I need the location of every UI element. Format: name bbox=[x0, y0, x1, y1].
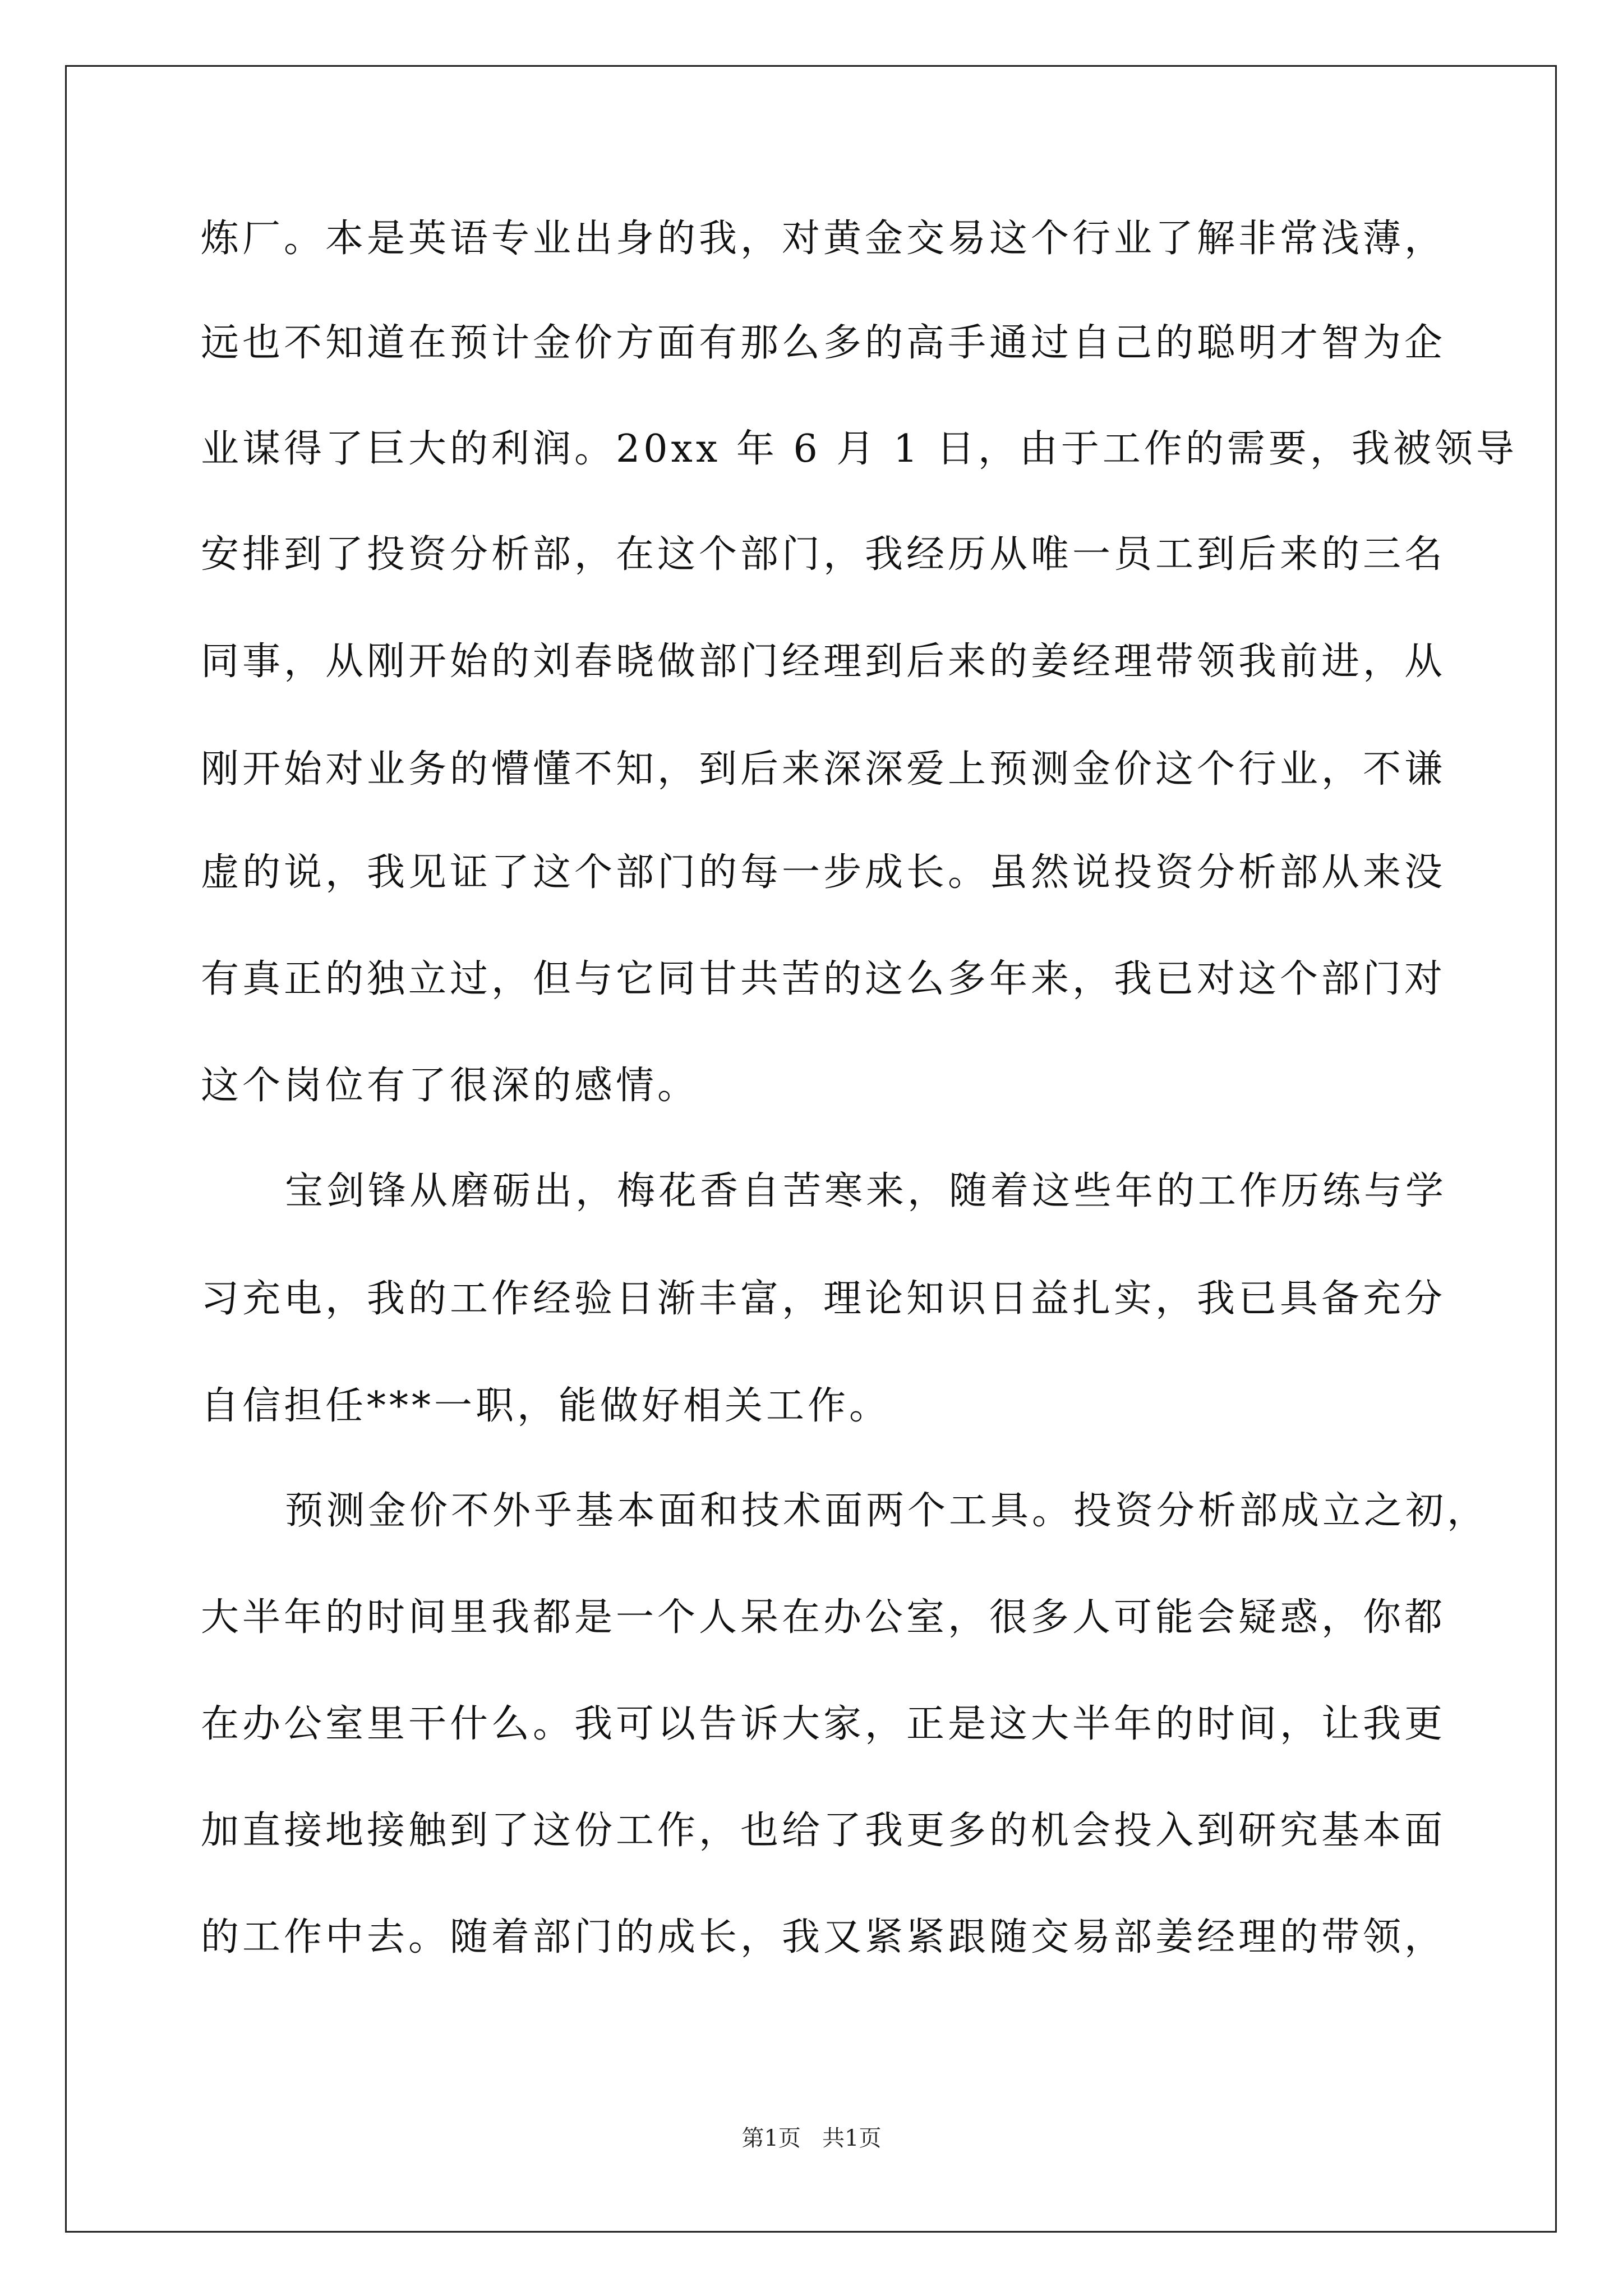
text-line: 有真正的独立过，但与它同甘共苦的这么多年来，我已对这个部门对 bbox=[201, 957, 1446, 1001]
text-line: 加直接地接触到了这份工作，也给了我更多的机会投入到研究基本面 bbox=[201, 1809, 1446, 1853]
text-line-indented: 宝剑锋从磨砺出，梅花香自苦寒来，随着这些年的工作历练与学 bbox=[285, 1169, 1447, 1213]
text-line: 大半年的时间里我都是一个人呆在办公室，很多人可能会疑惑，你都 bbox=[201, 1595, 1446, 1640]
text-line: 炼厂。本是英语专业出身的我，对黄金交易这个行业了解非常浅薄， bbox=[201, 217, 1446, 261]
text-line: 的工作中去。随着部门的成长，我又紧紧跟随交易部姜经理的带领， bbox=[201, 1915, 1446, 1959]
text-line-indented: 预测金价不外乎基本面和技术面两个工具。投资分析部成立之初， bbox=[285, 1489, 1489, 1533]
text-line: 自信担任***一职，能做好相关工作。 bbox=[201, 1384, 891, 1428]
text-line: 习充电，我的工作经验日渐丰富，理论知识日益扎实，我已具备充分 bbox=[201, 1277, 1446, 1321]
text-line: 这个岗位有了很深的感情。 bbox=[201, 1064, 699, 1108]
text-line: 安排到了投资分析部，在这个部门，我经历从唯一员工到后来的三名 bbox=[201, 532, 1446, 577]
page-border bbox=[65, 65, 1557, 2233]
text-line: 远也不知道在预计金价方面有那么多的高手通过自己的聪明才智为企 bbox=[201, 321, 1446, 365]
text-line: 刚开始对业务的懵懂不知，到后来深深爱上预测金价这个行业，不谦 bbox=[201, 747, 1446, 792]
text-line: 虚的说，我见证了这个部门的每一步成长。虽然说投资分析部从来没 bbox=[201, 850, 1446, 895]
text-line: 业谋得了巨大的利润。20xx 年 6 月 1 日，由于工作的需要，我被领导 bbox=[201, 427, 1518, 471]
text-line: 在办公室里干什么。我可以告诉大家，正是这大半年的时间，让我更 bbox=[201, 1702, 1446, 1746]
page-footer: 第1页 共1页 bbox=[741, 2125, 882, 2151]
text-line: 同事，从刚开始的刘春晓做部门经理到后来的姜经理带领我前进，从 bbox=[201, 639, 1446, 684]
